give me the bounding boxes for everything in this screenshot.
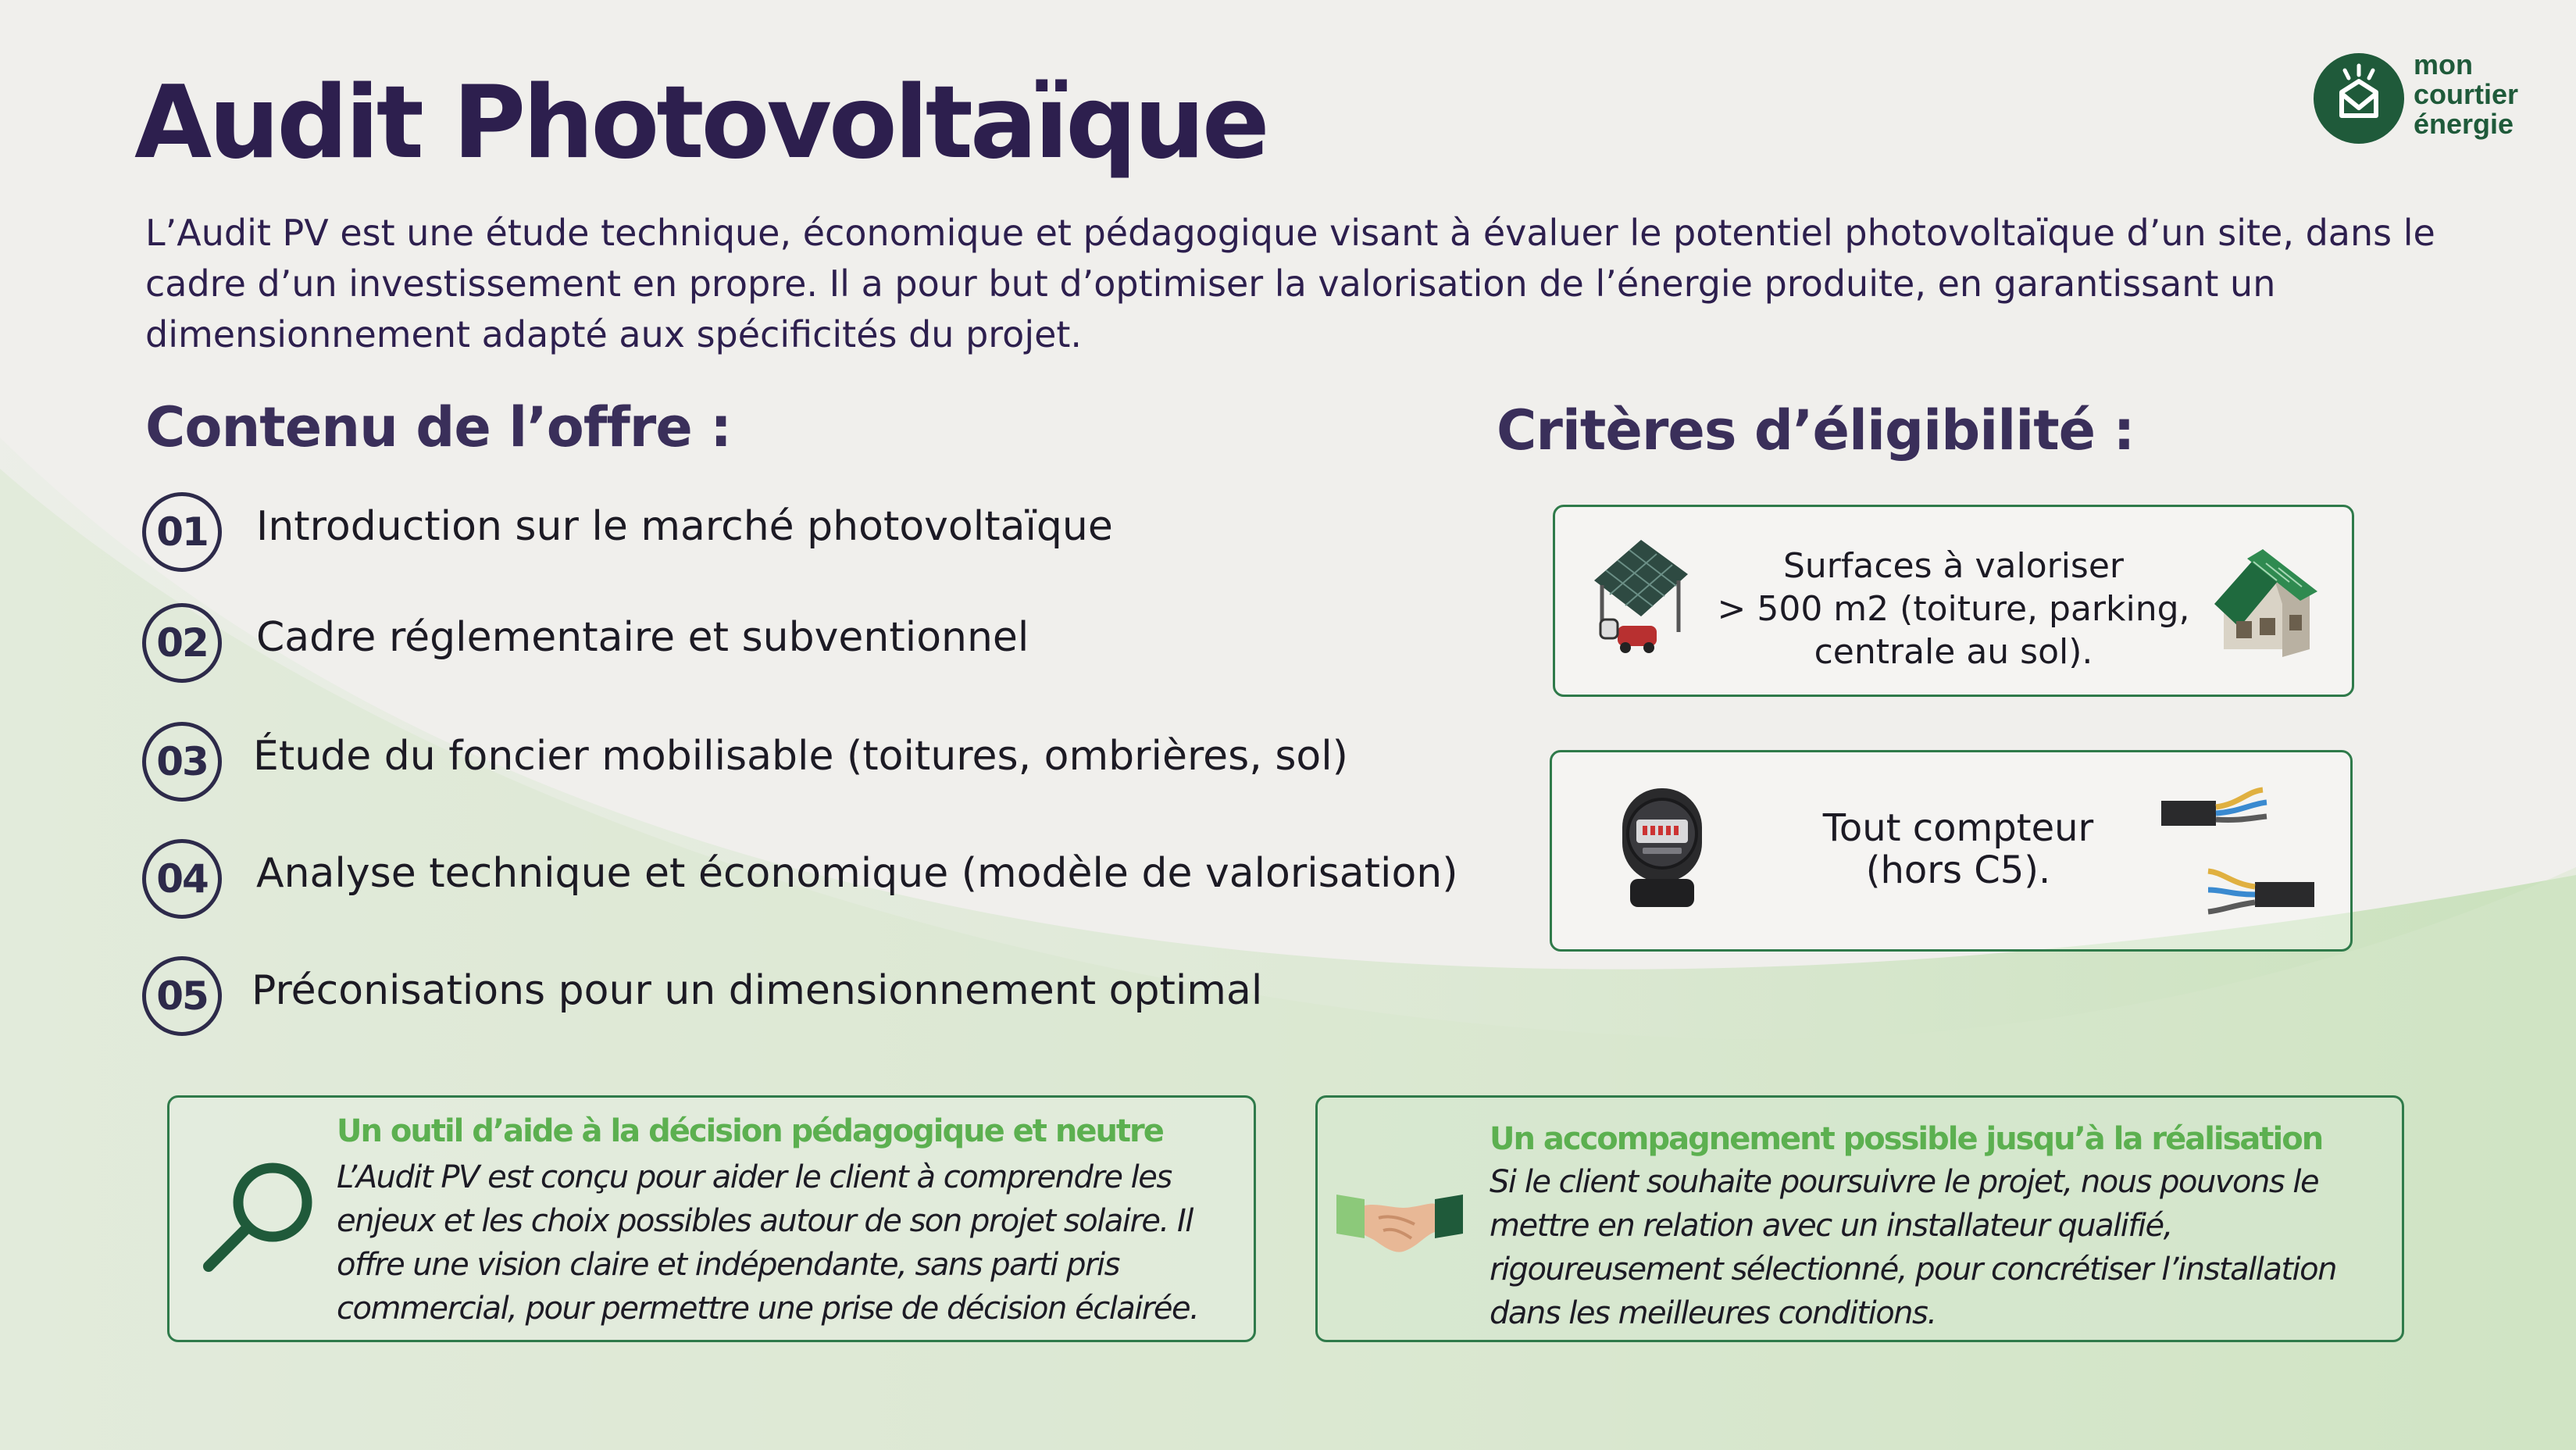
feature-title: Un outil d’aide à la décision pédagogique et neutre — [337, 1113, 1163, 1149]
offer-text: Analyse technique et économique (modèle de valorisation) — [256, 850, 1458, 897]
criteria-heading: Critères d’éligibilité : — [1497, 398, 2135, 462]
intro-paragraph: L’Audit PV est une étude technique, économique et pédagogique visant à évaluer le potentiel photovoltaïque d’un site, dans le cadre d’un investissement en propre. Il a pour but d’optimiser la valorisation de l’énergie produite, en garantissant un dimensionnement adapté aux spécificités du projet. — [145, 212, 2435, 355]
criteria-card-surfaces — [1553, 505, 2354, 697]
criteria-text: Surfaces à valoriser > 500 m2 (toiture, parking, centrale au sol). — [1717, 546, 2190, 672]
offer-number: 02 — [142, 603, 222, 683]
offer-item — [142, 603, 1470, 684]
offer-number: 03 — [142, 722, 222, 802]
handshake-icon — [1333, 1184, 1466, 1262]
offer-text: Introduction sur le marché photovoltaïque — [256, 503, 1113, 550]
criteria-text: Tout compteur (hors C5). — [1822, 806, 2094, 892]
criteria-card-meter — [1550, 750, 2353, 952]
offer-text: Préconisations pour un dimensionnement optimal — [252, 967, 1263, 1014]
solar-house-icon — [2208, 540, 2325, 665]
offer-number: 01 — [142, 492, 222, 572]
feature-title: Un accompagnement possible jusqu’à la réalisation — [1490, 1121, 2323, 1157]
cables-icon — [2161, 780, 2317, 929]
offer-heading: Contenu de l’offre : — [145, 395, 732, 459]
offer-item — [142, 956, 1470, 1038]
offer-number: 04 — [142, 839, 222, 919]
feature-body: Si le client souhaite poursuivre le projet, nous pouvons le mettre en relation avec un installateur qualifié, rigoureusement sélectionné, pour concrétiser l’installation dans les meilleures conditions. — [1490, 1164, 2336, 1331]
solar-carport-icon — [1586, 534, 1696, 666]
feature-card-decision-tool — [167, 1095, 1256, 1342]
offer-text: Étude du foncier mobilisable (toitures, ombrières, sol) — [253, 733, 1348, 780]
offer-item — [142, 839, 1470, 920]
magnifier-icon — [196, 1157, 321, 1282]
page-title: Audit Photovoltaïque — [134, 65, 1267, 181]
feature-body: L’Audit PV est conçu pour aider le client à comprendre les enjeux et les choix possibles autour de son projet solaire. Il offre une vision claire et indépendante, sans parti pris commercial, pour permettre une prise de décision éclairée. — [337, 1159, 1199, 1327]
offer-text: Cadre réglementaire et subventionnel — [256, 614, 1029, 661]
offer-number: 05 — [142, 956, 222, 1036]
brand-name: mon courtier énergie — [2414, 48, 2519, 140]
brand-logo[interactable] — [2314, 50, 2517, 152]
offer-item — [142, 722, 1470, 803]
electric-meter-icon — [1611, 780, 1713, 913]
offer-item — [142, 492, 1470, 573]
envelope-sun-icon — [2314, 53, 2404, 144]
feature-card-support — [1315, 1095, 2404, 1342]
